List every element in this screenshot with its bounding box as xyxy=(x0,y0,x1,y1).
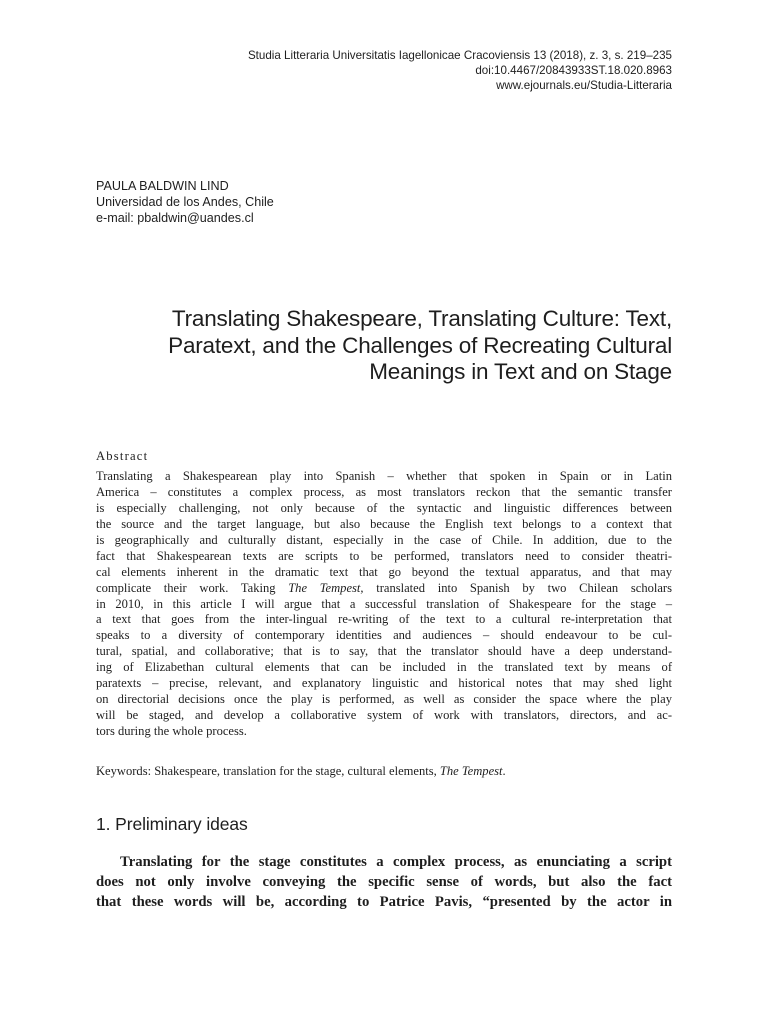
abstract-heading: Abstract xyxy=(96,449,149,463)
section-body xyxy=(96,852,672,912)
keywords-text: Keywords: Shakespeare, translation for the stage, cultural elements, xyxy=(96,764,440,778)
abstract-line-tail: translated into Spanish by two Chilean scholars xyxy=(363,580,672,595)
abstract-body xyxy=(96,469,672,740)
abstract-line: America – constitutes a complex process, as most translators reckon that the semantic transfer xyxy=(96,484,672,499)
abstract-line: tural, spatial, and collaborative; that is to say, that the translator should have a deep understand- xyxy=(96,644,672,659)
abstract-line-head: complicate their work. Taking xyxy=(96,580,289,595)
abstract-line: in 2010, in this article I will argue that a successful translation of Shakespeare for the stage – xyxy=(96,596,672,611)
journal-url: www.ejournals.eu/Studia-Litteraria xyxy=(496,79,672,92)
section-heading: 1. Preliminary ideas xyxy=(96,814,248,834)
journal-citation: Studia Litteraria Universitatis Iagellonicae Cracoviensis 13 (2018), z. 3, s. 219–235 xyxy=(247,49,672,62)
doi: doi:10.4467/20843933ST.18.020.8963 xyxy=(475,64,672,77)
body-line: Translating for the stage constitutes a complex process, as enunciating a script xyxy=(120,854,672,870)
abstract-line: cal elements inherent in the dramatic text that go beyond the textual apparatus, and that may xyxy=(96,564,672,579)
abstract-line: the source and the target language, but also because the English text belongs to a context that xyxy=(96,516,672,531)
abstract-line: speaks to a diversity of contemporary identities and audiences – should endeavour to be cul- xyxy=(96,628,672,643)
journal-header xyxy=(248,48,672,93)
keywords-suffix: . xyxy=(502,764,506,778)
author-email: e-mail: pbaldwin@uandes.cl xyxy=(96,211,254,225)
abstract-line: ing of Elizabethan cultural elements that can be included in the translated text by means of xyxy=(96,660,672,675)
abstract-line: is geographically and culturally distant, especially in the case of Chile. In addition, due to the xyxy=(96,532,672,547)
abstract-line: will be staged, and develop a collaborative system of work with translators, directors, and ac- xyxy=(96,708,672,723)
article-title xyxy=(150,306,672,386)
title-line: Translating Shakespeare, Translating Culture: Text, xyxy=(171,306,672,331)
abstract-line: Translating a Shakespearean play into Spanish – whether that spoken in Spain or in Latin xyxy=(96,469,672,483)
body-line: does not only involve conveying the specific sense of words, but also the fact xyxy=(96,874,672,890)
body-line: that these words will be, according to Patrice Pavis, “presented by the actor in xyxy=(96,894,672,910)
abstract-line: tors during the whole process. xyxy=(96,724,247,738)
abstract-line: on directorial decisions once the play is performed, as well as consider the space where the play xyxy=(96,692,672,707)
abstract-line: paratexts – precise, relevant, and explanatory linguistic and historical notes that may shed light xyxy=(96,676,672,691)
abstract-line: a text that goes from the inter-lingual re-writing of the text to a cultural re-interpretation that xyxy=(96,612,672,627)
work-title: The Tempest, xyxy=(288,580,364,595)
author-block xyxy=(96,178,274,226)
keywords xyxy=(96,764,506,779)
abstract-line xyxy=(96,581,672,597)
title-line: Meanings in Text and on Stage xyxy=(369,359,672,384)
author-name: PAULA BALDWIN LIND xyxy=(96,179,229,193)
abstract-line: fact that Shakespearean texts are scripts to be performed, translators need to consider theatri- xyxy=(96,548,672,563)
title-line: Paratext, and the Challenges of Recreating Cultural xyxy=(168,332,672,358)
author-affiliation: Universidad de los Andes, Chile xyxy=(96,195,274,209)
keywords-work-title: The Tempest xyxy=(439,764,503,778)
abstract-line: is especially challenging, not only because of the syntactic and linguistic differences between xyxy=(96,500,672,515)
